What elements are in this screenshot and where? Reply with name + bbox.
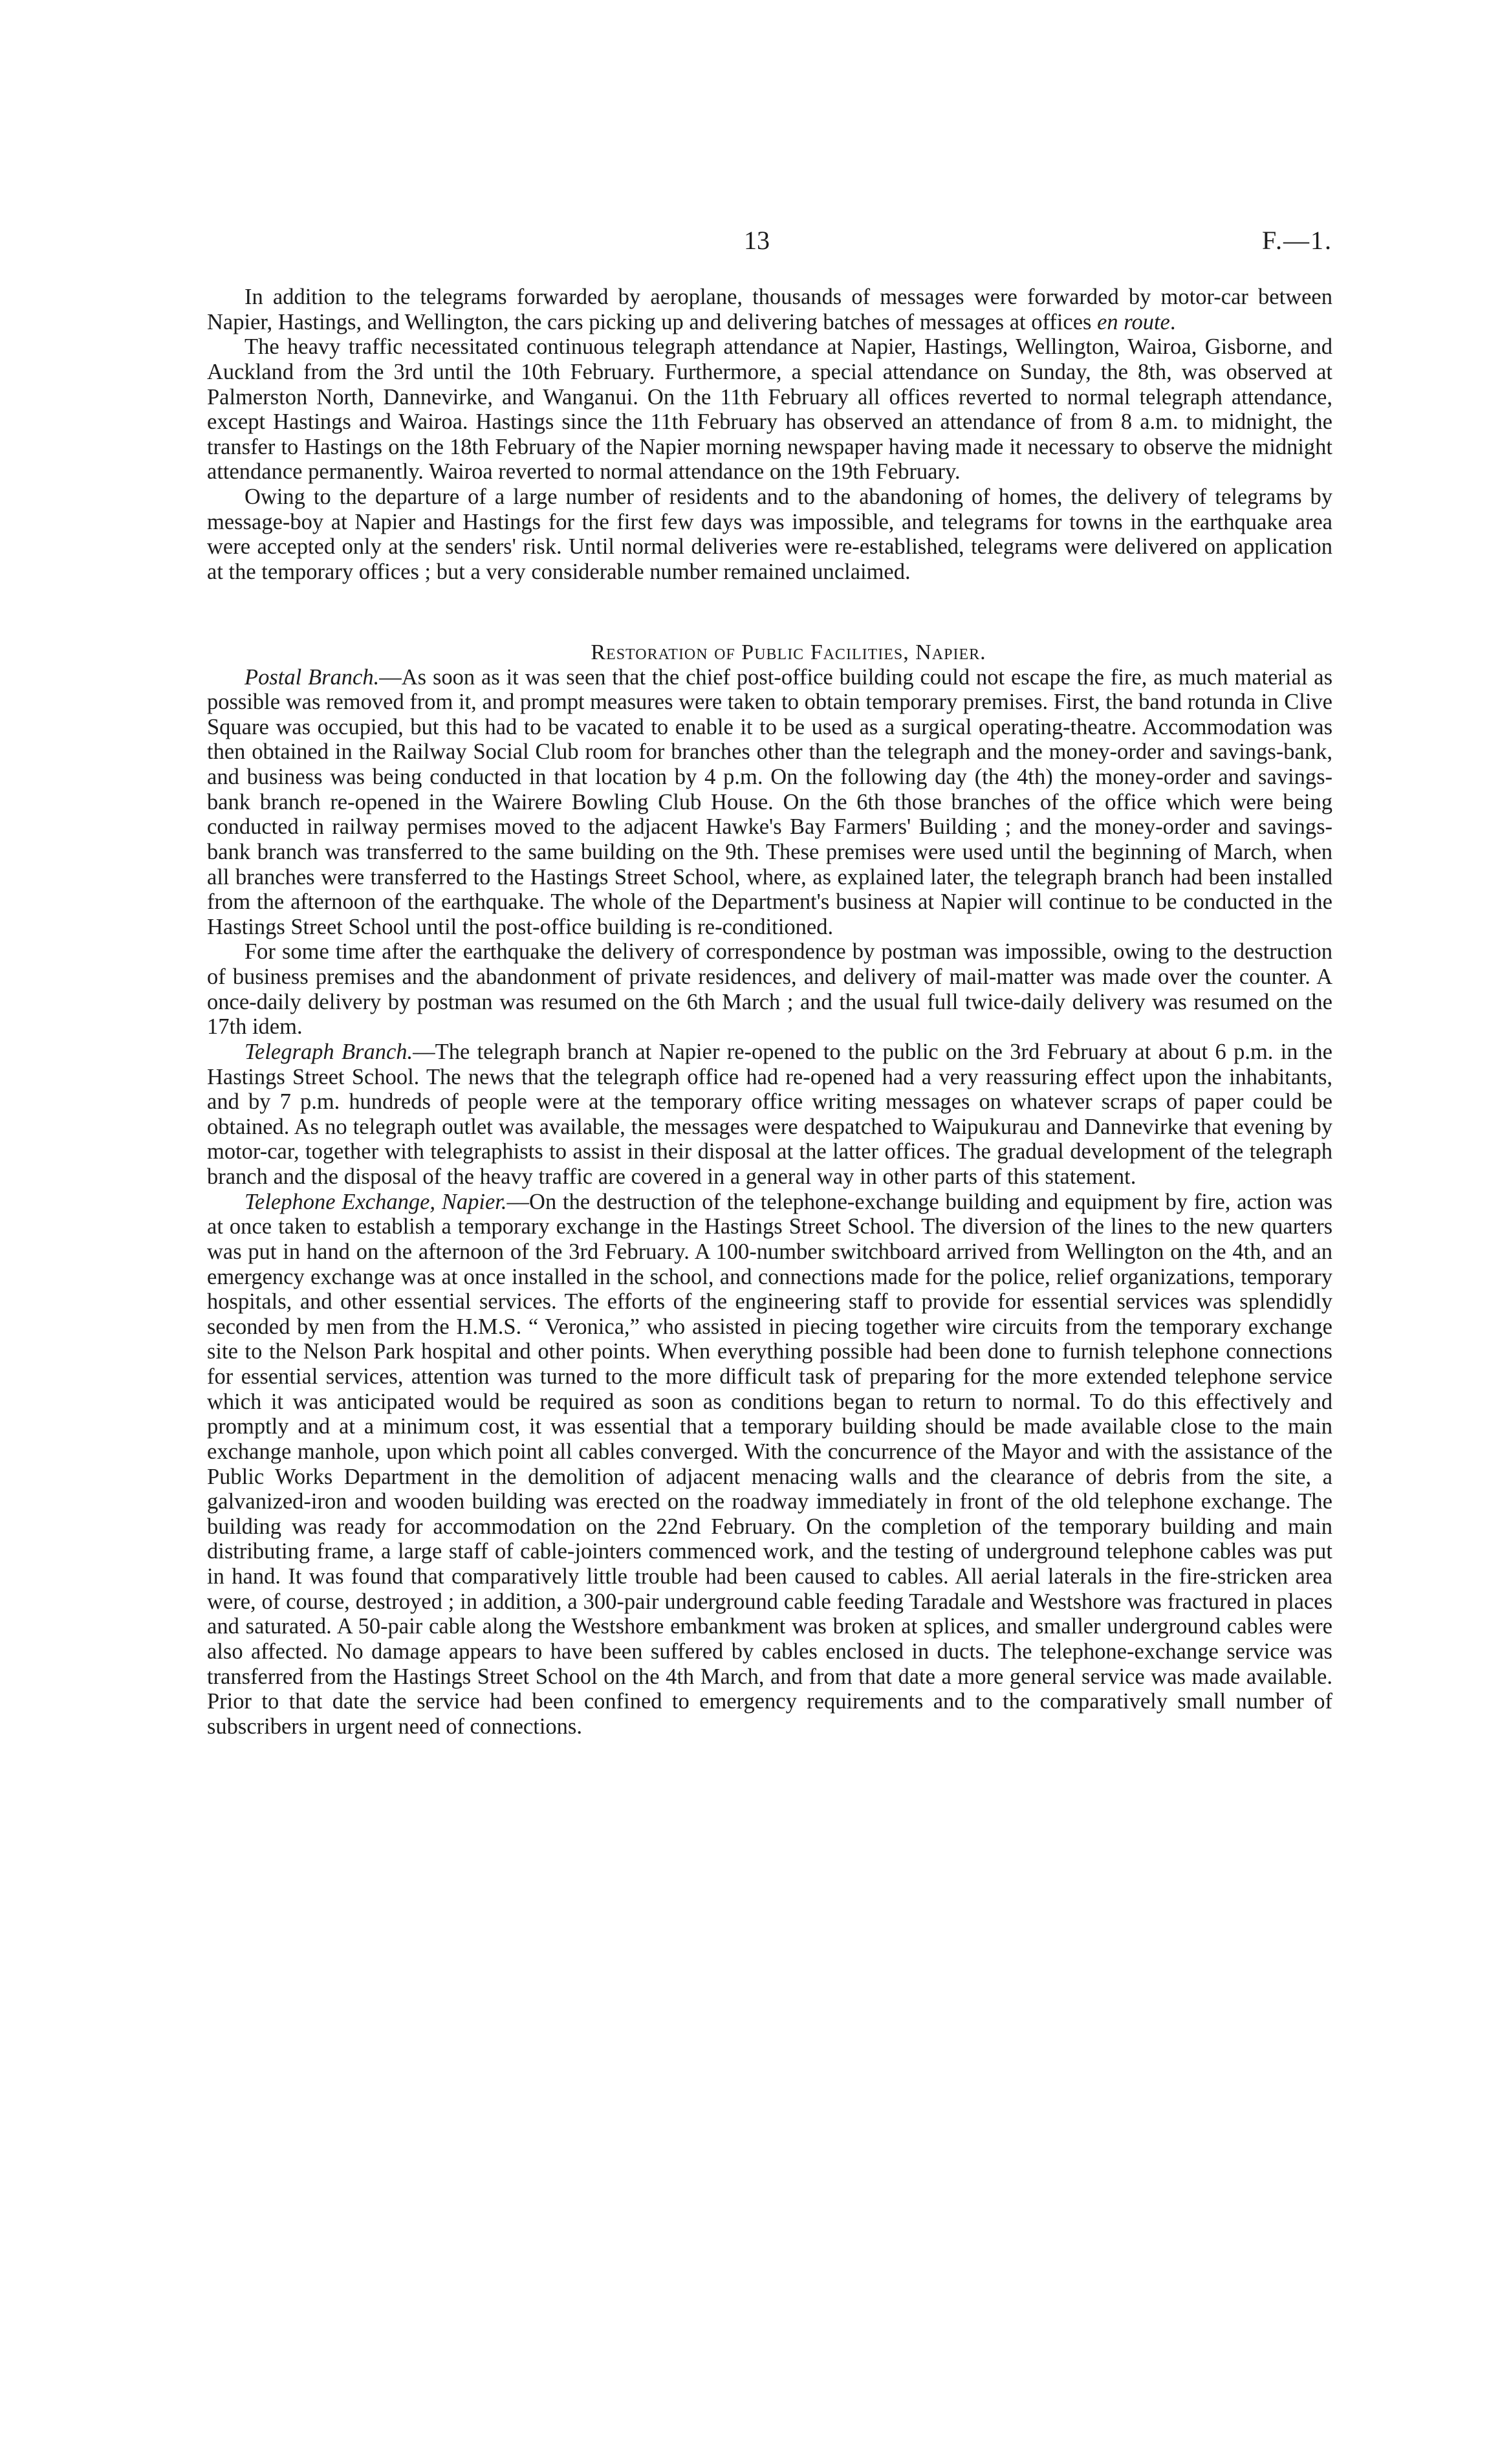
paragraph-telephone-exchange [207,1190,1332,1739]
paragraph-postal-branch [207,665,1332,940]
runin-telephone-exchange: Telephone Exchange, Napier. [245,1189,507,1214]
report-code: F.—1. [1261,226,1332,255]
page-number: 13 [744,226,770,255]
postal-branch-text: —As soon as it was seen that the chief post-office building could not escape the fire, as much material as possible was removed from it, and prompt measures were taken to obtain temporary premises. First, the band rotunda in Clive Square was occupied, but this had to be vacated to enable it to be used as a surgical operating-theatre. Accommodation was then obtained in the Railway Social Club room for branches other than the telegraph and the money-order and savings-bank, and business was being conducted in that location by 4 p.m. On the following day (the 4th) the money-order and savings-bank branch re-opened in the Wairere Bowling Club House. On the 6th those branches of the office which were being conducted in railway permises moved to the adjacent Hawke's Bay Farmers' Building ; and the money-order and savings-bank branch was transferred to the same building on the 9th. These premises were used until the beginning of March, when all branches were transferred to the Hastings Street School, where, as explained later, the telegraph branch had been installed from the afternoon of the earthquake. The whole of the Department's business at Napier will continue to be conducted in the Hastings Street School until the post-office building is re-conditioned. [207,664,1333,939]
section-spacer [207,585,1332,640]
en-route-phrase: en route [1097,309,1170,334]
body-text [207,285,1332,1739]
paragraph-telegraph-attendance: The heavy traffic necessitated continuous telegraph attendance at Napier, Hastings, Wellington, Wairoa, Gisborne, and Auckland from the 3rd until the 10th February. Furthermore, a special attendance on Sunday, the 8th, was observed at Palmerston North, Dannevirke, and Wanganui. On the 11th February all offices reverted to normal telegraph attendance, except Hastings and Wairoa. Hastings since the 11th February has observed an attendance of from 8 a.m. to midnight, the transfer to Hastings on the 18th February of the Napier morning newspaper having made it necessary to observe the midnight attendance permanently. Wairoa reverted to normal attendance on the 19th February. [207,334,1332,485]
paragraph-mail-delivery: For some time after the earthquake the delivery of correspondence by postman was impossible, owing to the destruction of business premises and the abandonment of private residences, and delivery of mail-matter was made over the counter. A once-daily delivery by postman was resumed on the 6th March ; and the usual full twice-daily delivery was resumed on the 17th idem. [207,939,1332,1040]
paragraph-telegram-delivery: Owing to the departure of a large number of residents and to the abandoning of homes, the delivery of telegrams by message-boy at Napier and Hastings for the first few days was impossible, and telegrams for towns in the earthquake area were accepted only at the senders' risk. Until normal deliveries were re-established, telegrams were delivered on application at the temporary offices ; but a very considerable number remained unclaimed. [207,485,1332,584]
runin-telegraph-branch: Telegraph Branch. [245,1039,413,1064]
paragraph-aeroplane-messages: In addition to the telegrams forwarded by aeroplane, thousands of messages were forwarded by motor-car between Napier, Hastings, and Wellington, the cars picking up and delivering batches of messages at offices en route. [207,285,1332,334]
telephone-exchange-text: —On the destruction of the telephone-exchange building and equipment by fire, action was at once taken to establish a temporary exchange in the Hastings Street School. The diversion of the lines to the new quarters was put in hand on the afternoon of the 3rd February. A 100-number switchboard arrived from Wellington on the 4th, and an emergency exchange was at once installed in the school, and connections made for the police, relief organizations, temporary hospitals, and other essential services. The efforts of the engineering staff to provide for essential services was splendidly seconded by men from the H.M.S. “ Veronica,” who assisted in piecing together wire circuits from the temporary exchange site to the Nelson Park hospital and other points. When everything possible had been done to furnish telephone connections for essential services, attention was turned to the more difficult task of preparing for the more extended telephone service which it was anticipated would be required as soon as conditions began to return to normal. To do this effectively and promptly and at a minimum cost, it was essential that a temporary building should be made available close to the main exchange manhole, upon which point all cables converged. With the concurrence of the Mayor and with the assistance of the Public Works Department in the demolition of adjacent menacing walls and the clearance of debris from the site, a galvanized-iron and wooden building was erected on the roadway immediately in front of the old telephone exchange. The building was ready for accommodation on the 22nd February. On the completion of the temporary building and main distributing frame, a large staff of cable-jointers commenced work, and the testing of underground telephone cables was put in hand. It was found that comparatively little trouble had been caused to cables. All aerial laterals in the fire-stricken area were, of course, destroyed ; in addition, a 300-pair underground cable feeding Taradale and Westshore was fractured in places and saturated. A 50-pair cable along the Westshore embankment was broken at splices, and smaller underground cables were also affected. No damage appears to have been suffered by cables enclosed in ducts. The telephone-exchange service was transferred from the Hastings Street School on the 4th March, and from that date a more general service was made available. Prior to that date the service had been confined to emergency requirements and to the comparatively small number of subscribers in urgent need of connections. [207,1189,1332,1739]
telegraph-branch-text: —The telegraph branch at Napier re-opened to the public on the 3rd February at about 6 p.m. in the Hastings Street School. The news that the telegraph office had re-opened had a very reassuring effect upon the inhabitants, and by 7 p.m. hundreds of people were at the temporary office writing messages on whatever scraps of paper could be obtained. As no telegraph outlet was available, the messages were despatched to Waipukurau and Dannevirke that evening by motor-car, together with telegraphists to assist in their disposal at the latter offices. The gradual development of the telegraph branch and the disposal of the heavy traffic are covered in a general way in other parts of this statement. [207,1039,1332,1190]
runin-postal-branch: Postal Branch. [245,664,380,690]
section-heading: Restoration of Public Facilities, Napier. [591,640,986,664]
paragraph-telegraph-branch [207,1040,1332,1190]
